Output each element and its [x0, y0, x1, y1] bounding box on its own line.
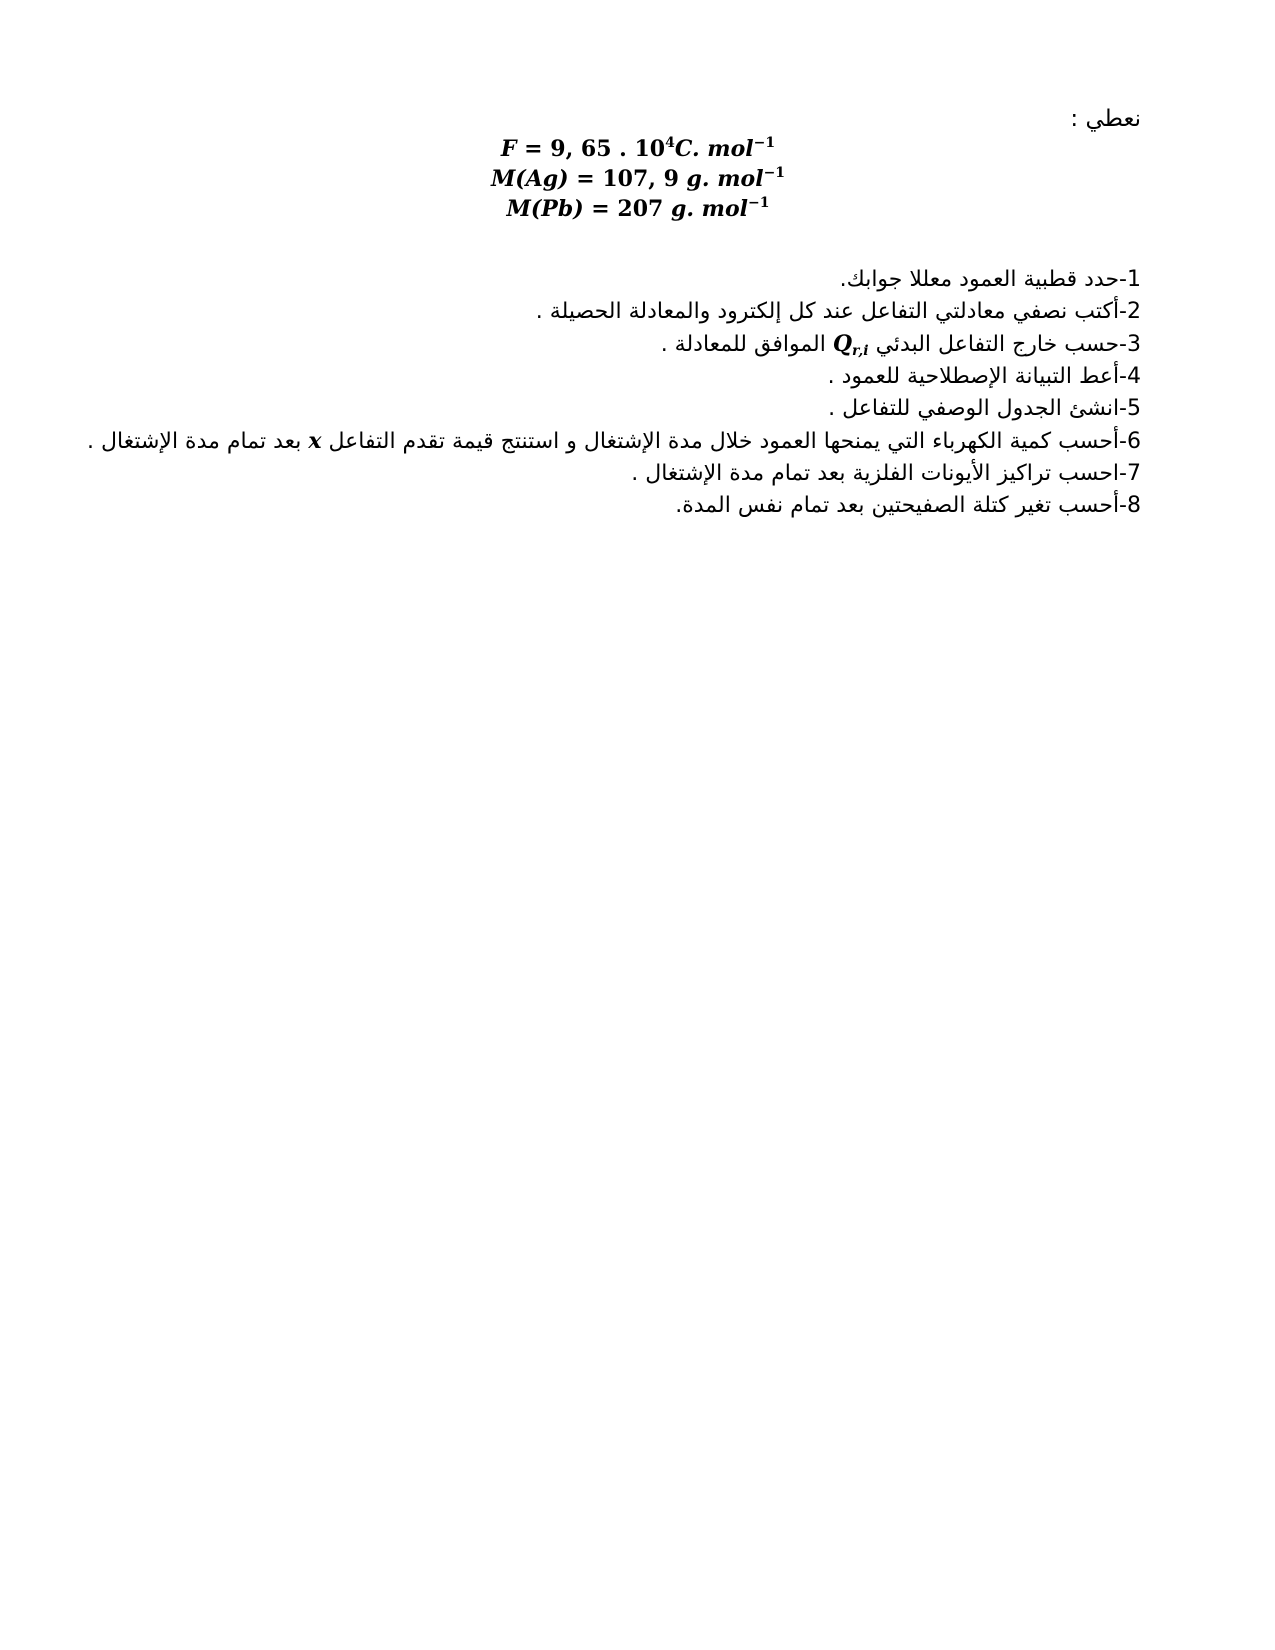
faraday-constant: F = 9, 65 . $10^4C$. mol$^{-1}$: [500, 135, 776, 162]
question-4: 4-أعط التبيانة الإصطلاحية للعمود .: [827, 364, 1141, 389]
reaction-progress-symbol: x: [308, 428, 322, 454]
molar-mass-silver: M(Ag) = 107, 9 g. mol$^{-1}$: [490, 165, 786, 192]
molar-mass-lead: M(Pb) = 207 g. mol$^{-1}$: [506, 195, 770, 222]
reaction-quotient-symbol: $Q_{r,i}$: [832, 331, 869, 359]
question-7: 7-احسب تراكيز الأيونات الفلزية بعد تمام مدة الإشتغال .: [631, 461, 1141, 486]
question-2: 2-أكتب نصفي معادلتي التفاعل عند كل إلكترود والمعادلة الحصيلة .: [535, 299, 1141, 324]
given-label: نعطي :: [1070, 106, 1141, 132]
question-3: 3-حسب خارج التفاعل البدئي $Q_{r,i}$ الموافق للمعادلة .: [87, 328, 1141, 361]
question-1: 1-حدد قطبية العمود معللا جوابك.: [839, 267, 1141, 292]
questions-list: [87, 264, 1141, 522]
question-6: 6-أحسب كمية الكهرباء التي يمنحها العمود خلال مدة الإشتغال و استنتج قيمة تقدم التفاعل x بعد تمام مدة الإشتغال .: [87, 425, 1141, 458]
question-5: 5-انشئ الجدول الوصفي للتفاعل .: [828, 396, 1141, 421]
question-8: 8-أحسب تغير كتلة الصفيحتين بعد تمام نفس المدة.: [675, 493, 1141, 518]
constants-block: [378, 134, 898, 224]
